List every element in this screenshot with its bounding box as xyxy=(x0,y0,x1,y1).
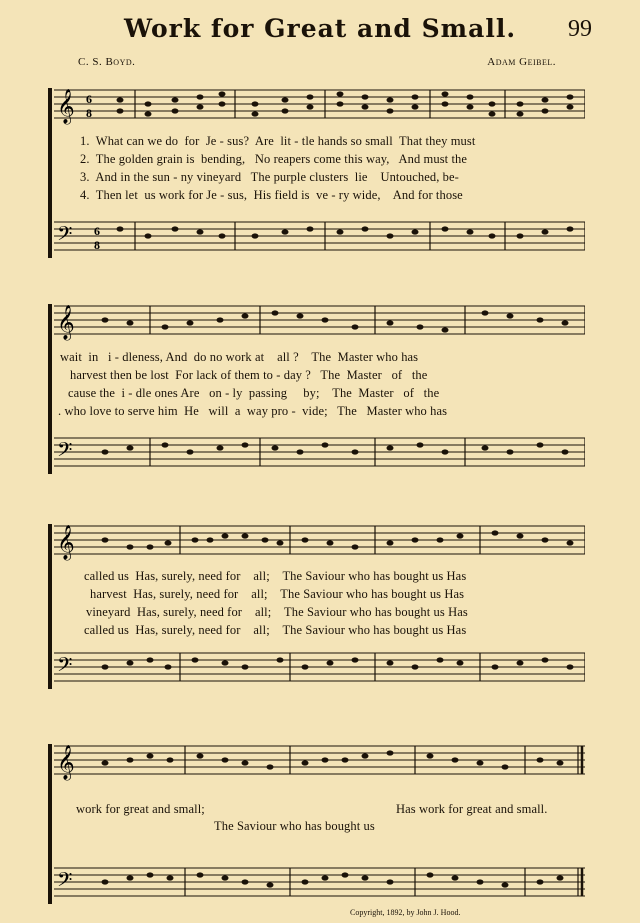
music-system-1 xyxy=(40,82,585,277)
music-system-2 xyxy=(40,298,585,493)
lyric-line: harvest then be lost For lack of them to - day ? The Master of the xyxy=(70,368,428,382)
svg-text:𝄞: 𝄞 xyxy=(57,89,75,124)
svg-text:𝄞: 𝄞 xyxy=(57,745,75,780)
lyric-line: harvest Has, surely, need for all; The Saviour who has bought us Has xyxy=(90,587,465,601)
svg-text:𝄞: 𝄞 xyxy=(57,305,75,340)
author-credit: C. S. Boyd. xyxy=(78,56,136,68)
hymn-title: Work for Great and Small. xyxy=(123,14,517,43)
composer-credit: Adam Geibel. xyxy=(487,56,556,68)
lyric-line: . who love to serve him He will a way pro - vide; The Master who has xyxy=(58,404,448,418)
music-system-3 xyxy=(40,518,585,708)
lyric-line: called us Has, surely, need for all; The Saviour who has bought us Has xyxy=(84,569,467,583)
lyric-line: The Saviour who has bought us xyxy=(214,819,375,833)
lyric-line: wait in i - dleness, And do no work at all ? The Master who has xyxy=(60,350,419,364)
copyright-notice: Copyright, 1892, by John J. Hood. xyxy=(350,908,461,917)
svg-text:8: 8 xyxy=(94,238,100,252)
lyric-line: 3. And in the sun - ny vineyard The purple clusters lie Untouched, be- xyxy=(80,170,459,184)
lyric-line: vineyard Has, surely, need for all; The Saviour who has bought us Has xyxy=(86,605,468,619)
music-system-4 xyxy=(40,738,585,918)
svg-text:𝄢: 𝄢 xyxy=(57,868,73,896)
svg-text:6: 6 xyxy=(86,92,92,106)
lyric-line: work for great and small; xyxy=(76,802,205,816)
lyric-line: Has work for great and small. xyxy=(396,802,548,816)
svg-text:𝄢: 𝄢 xyxy=(57,222,73,250)
svg-text:𝄢: 𝄢 xyxy=(57,653,73,681)
page-number: 99 xyxy=(568,16,592,42)
svg-text:6: 6 xyxy=(94,224,100,238)
lyric-line: 1. What can we do for Je - sus? Are lit - tle hands so small That they must xyxy=(80,134,476,148)
lyric-line: 4. Then let us work for Je - sus, His field is ve - ry wide, And for those xyxy=(80,188,463,202)
svg-text:𝄢: 𝄢 xyxy=(57,438,73,466)
svg-text:8: 8 xyxy=(86,106,92,120)
lyric-line: called us Has, surely, need for all; The Saviour who has bought us Has xyxy=(84,623,467,637)
lyric-line: cause the i - dle ones Are on - ly passing by; The Master of the xyxy=(68,386,440,400)
svg-text:𝄞: 𝄞 xyxy=(57,525,75,560)
lyric-line: 2. The golden grain is bending, No reapers come this way, And must the xyxy=(80,152,468,166)
